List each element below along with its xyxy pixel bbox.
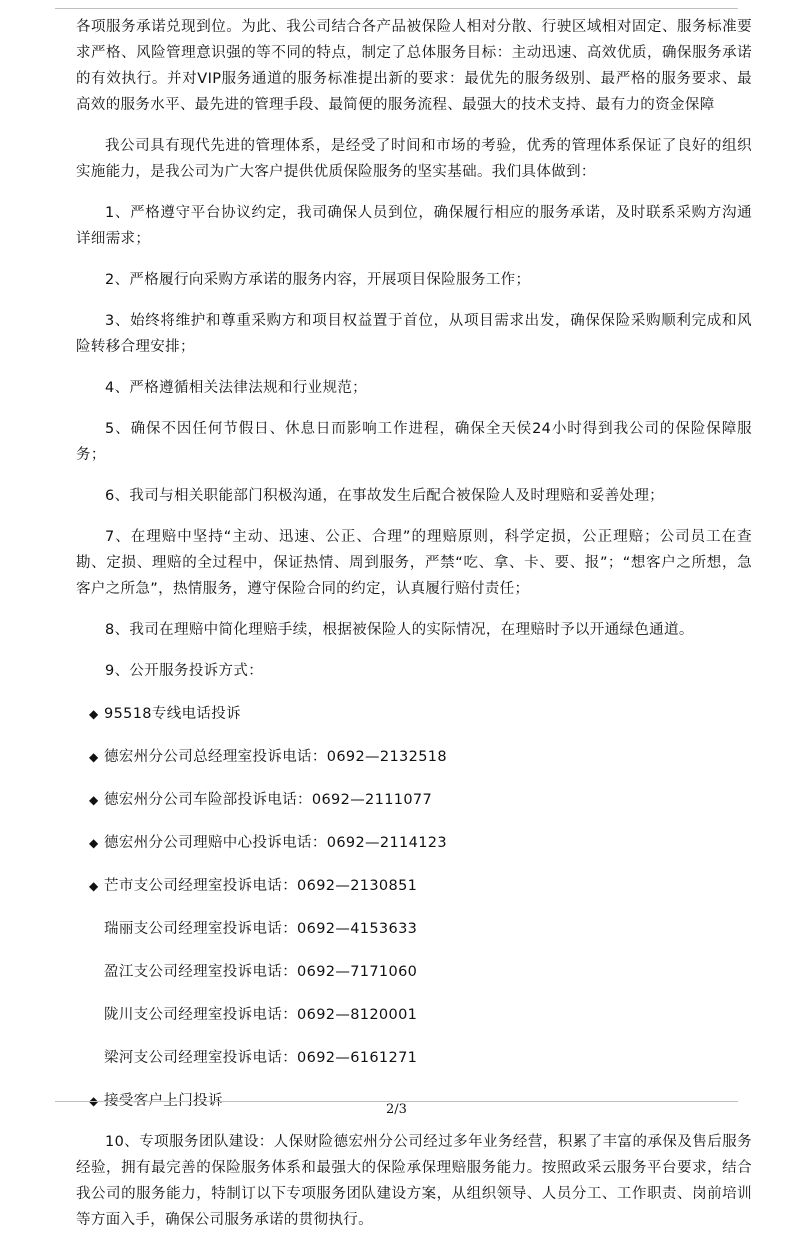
- complaint-line-yingjiang: 盈江支公司经理室投诉电话：0692—7171060: [104, 964, 418, 980]
- complaint-line-lianghe: 梁河支公司经理室投诉电话：0692—6161271: [104, 1050, 418, 1066]
- intro-paragraph-continued: 各项服务承诺兑现到位。为此、我公司结合各产品被保险人相对分散、行驶区域相对固定、服务标准要求严格、风险管理意识强的等不同的特点，制定了总体服务目标：主动迅速、高效优质，确保服务承诺的有效执行。并对VIP服务通道的服务标准提出新的要求：最优先的服务级别、最严格的服务要求、最高效的服务水平、最先进的管理手段、最简便的服务流程、最强大的技术支持、最有力的资金保障: [76, 19, 752, 113]
- commitment-item-2: 2、严格履行向采购方承诺的服务内容，开展项目保险服务工作；: [105, 272, 531, 288]
- commitment-item-6: 6、我司与相关职能部门积极沟通，在事故发生后配合被保险人及时理赔和妥善处理；: [105, 488, 665, 504]
- complaint-line-mangshi: ◆ 芒市支公司经理室投诉电话：0692—2130851: [76, 873, 752, 899]
- service-team-paragraph: 10、专项服务团队建设：人保财险德宏州分公司经过多年业务经营，积累了丰富的承保及售后服务经验，拥有最完善的保险服务体系和最强大的保险承保理赔服务能力。按照政采云服务平台要求，结合我公司的服务能力，特制订以下专项服务团队建设方案，从组织领导、人员分工、工作职责、岗前培训等方面入手，确保公司服务承诺的贯彻执行。: [76, 1134, 752, 1228]
- management-paragraph: 我公司具有现代先进的管理体系，是经受了时间和市场的考验，优秀的管理体系保证了良好的组织实施能力，是我公司为广大客户提供优质保险服务的坚实基础。我们具体做到：: [76, 138, 752, 180]
- complaint-line-walk-in: ◆ 接受客户上门投诉: [76, 1088, 752, 1114]
- diamond-bullet-icon: ◆: [89, 750, 99, 764]
- diamond-bullet-icon: ◆: [89, 836, 99, 850]
- commitment-item-4: 4、严格遵循相关法律法规和行业规范；: [105, 380, 368, 396]
- commitment-item-3: 3、始终将维护和尊重采购方和项目权益置于首位，从项目需求出发，确保保险采购顺利完成和风险转移合理安排；: [76, 313, 752, 355]
- complaint-line-ruili: 瑞丽支公司经理室投诉电话：0692—4153633: [104, 921, 418, 937]
- commitment-item-9: 9、公开服务投诉方式：: [105, 663, 264, 679]
- commitment-item-5: 5、确保不因任何节假日、休息日而影响工作进程，确保全天侯24小时得到我公司的保险保障服务；: [76, 421, 752, 463]
- diamond-bullet-icon: ◆: [89, 707, 99, 721]
- diamond-bullet-icon: ◆: [89, 793, 99, 807]
- document-body: [76, 14, 752, 1233]
- commitment-item-8: 8、我司在理赔中简化理赔手续，根据被保险人的实际情况，在理赔时予以开通绿色通道。: [105, 622, 694, 638]
- complaint-line-auto-dept: ◆ 德宏州分公司车险部投诉电话：0692—2111077: [76, 787, 752, 813]
- page-number: 2/3: [386, 1102, 407, 1117]
- commitment-item-7: 7、在理赔中坚持“主动、迅速、公正、合理”的理赔原则，科学定损，公正理赔；公司员工在查勘、定损、理赔的全过程中，保证热情、周到服务，严禁“吃、拿、卡、要、报”；“想客户之所想，急客户之所急”，热情服务，遵守保险合同的约定，认真履行赔付责任；: [76, 529, 752, 597]
- complaint-line-longchuan: 陇川支公司经理室投诉电话：0692—8120001: [104, 1007, 418, 1023]
- diamond-bullet-icon: ◆: [89, 1094, 99, 1108]
- diamond-bullet-icon: ◆: [89, 879, 99, 893]
- header-rule: [55, 8, 738, 9]
- complaint-line-gm-office: ◆ 德宏州分公司总经理室投诉电话：0692—2132518: [76, 744, 752, 770]
- complaint-line-hotline: ◆ 95518专线电话投诉: [76, 701, 752, 727]
- complaint-line-claims-center: ◆ 德宏州分公司理赔中心投诉电话：0692—2114123: [76, 830, 752, 856]
- commitment-item-1: 1、严格遵守平台协议约定，我司确保人员到位，确保履行相应的服务承诺，及时联系采购方沟通详细需求；: [76, 205, 752, 247]
